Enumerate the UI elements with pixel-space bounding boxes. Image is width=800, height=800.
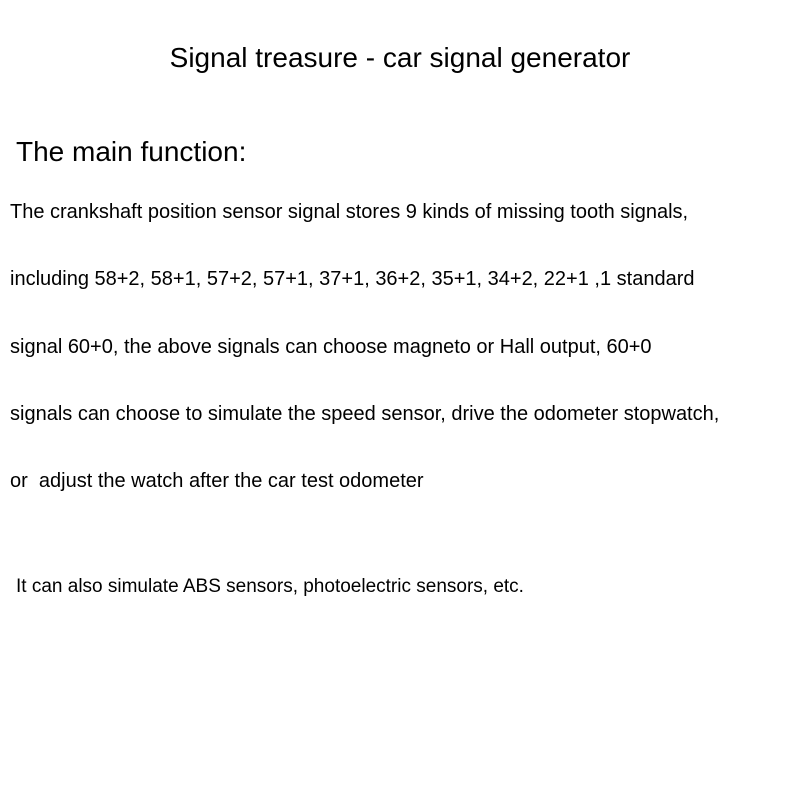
body-line: or adjust the watch after the car test odometer: [10, 470, 424, 492]
extra-note: It can also simulate ABS sensors, photoelectric sensors, etc.: [16, 576, 524, 597]
body-line: signal 60+0, the above signals can choose magneto or Hall output, 60+0: [10, 336, 652, 358]
page-title: Signal treasure - car signal generator: [169, 42, 631, 73]
body-line: signals can choose to simulate the speed sensor, drive the odometer stopwatch,: [10, 403, 720, 425]
body-line: The crankshaft position sensor signal stores 9 kinds of missing tooth signals,: [10, 201, 689, 223]
section-heading: The main function:: [16, 136, 247, 167]
body-line: including 58+2, 58+1, 57+2, 57+1, 37+1, 36+2, 35+1, 34+2, 22+1 ,1 standard: [10, 268, 695, 290]
